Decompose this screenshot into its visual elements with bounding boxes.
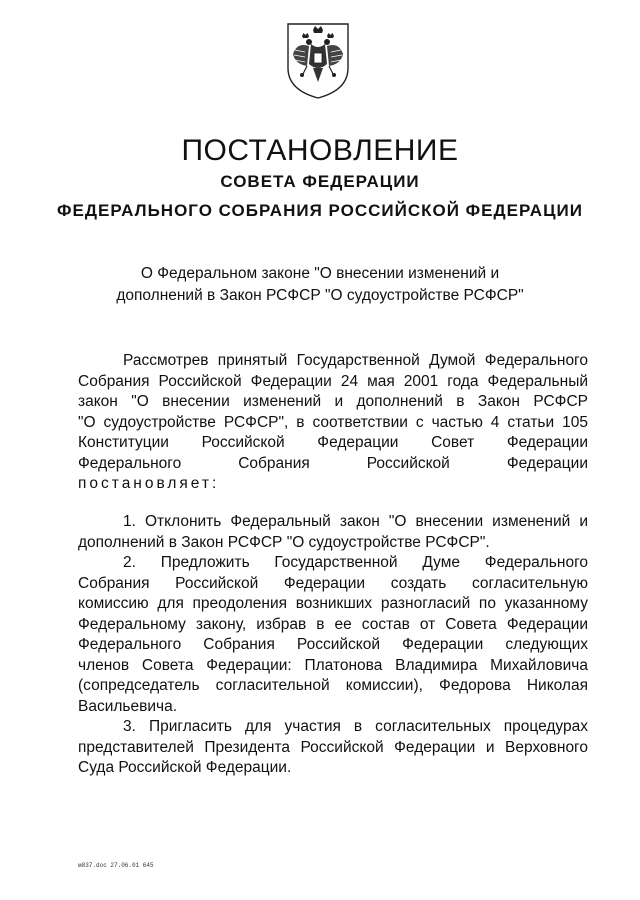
item-2-line: Васильевича.	[78, 697, 178, 715]
item-2-line: (сопредседатель согласительной комиссии), Федорова Николая	[78, 677, 588, 694]
preamble-paragraph	[78, 351, 588, 495]
item-1-line: 1. Отклонить Федеральный закон "О внесении изменений и	[123, 513, 588, 530]
item-1-line: дополнений в Закон РСФСР "О судоустройстве РСФСР".	[78, 533, 490, 551]
document-title: ПОСТАНОВЛЕНИЕ	[181, 134, 459, 167]
russian-coat-of-arms-icon	[283, 20, 353, 100]
item-3-line: представителей Президента Российской Федерации и Верховного	[78, 738, 588, 756]
issuing-body-line-2: ФЕДЕРАЛЬНОГО СОБРАНИЯ РОССИЙСКОЙ ФЕДЕРАЦИИ	[57, 201, 583, 220]
emblem	[283, 20, 353, 100]
preamble-line: Рассмотрев принятый Государственной Думой Федерального	[123, 352, 588, 369]
item-2-line: членов Совета Федерации: Платонова Владимира Михайловича	[78, 656, 588, 674]
preamble-line: Конституции Российской Федерации Совет Федерации	[78, 434, 588, 451]
item-3-line: 3. Пригласить для участия в согласительных процедурах	[123, 718, 588, 735]
item-2-line: комиссию для преодоления возникших разногласий по указанному	[78, 595, 588, 612]
subject-line-1: О Федеральном законе "О внесении изменений и	[140, 265, 500, 282]
subject-line-2: дополнений в Закон РСФСР "О судоустройстве РСФСР"	[116, 287, 524, 304]
item-2-line: Собрания Российской Федерации создать согласительную	[78, 574, 588, 592]
preamble-line: Федерального Собрания Российской Федерации	[78, 454, 588, 472]
preamble-line: закон "О внесении изменений и дополнений в Закон РСФСР	[78, 393, 588, 410]
document-reference: м837.doc 27.06.01 645	[78, 862, 154, 869]
preamble-line: "О судоустройстве РСФСР", в соответствии с частью 4 статьи 105	[78, 413, 588, 431]
issuing-body-line-1: СОВЕТА ФЕДЕРАЦИИ	[220, 172, 420, 191]
item-2-line: Федеральному закону, избрав в ее состав от Совета Федерации	[78, 615, 588, 633]
preamble-line: Собрания Российской Федерации 24 мая 2001 года Федеральный	[78, 372, 588, 390]
item-2-line: 2. Предложить Государственной Думе Федерального	[123, 554, 588, 571]
decision-word: постановляет:	[78, 475, 220, 492]
item-2-line: Федерального Собрания Российской Федерации следующих	[78, 636, 588, 653]
resolution-items	[78, 512, 588, 779]
item-3-line: Суда Российской Федерации.	[78, 759, 292, 776]
